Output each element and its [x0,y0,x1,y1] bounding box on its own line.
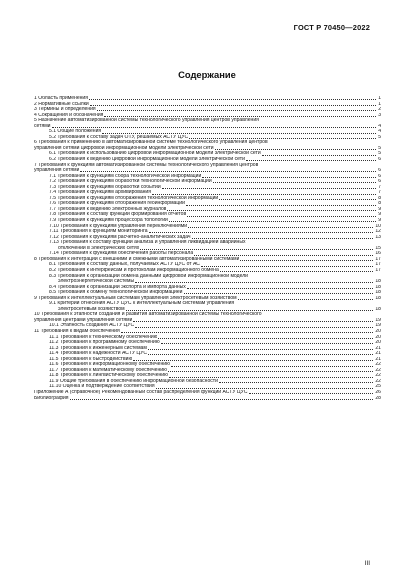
toc-dot-leader [158,337,373,339]
toc-entry-text: 7.1 Требования к функциям сбора технологической информации [49,173,202,179]
toc-page-number: 21 [375,345,381,351]
toc-dot-leader [187,215,376,217]
toc-entry-text: 8.4 Требования к организации экспорта и импорта данных [49,284,186,290]
toc-entry-text: 8 Требования к интеграции с внешними и смежными автоматизированными системами [34,256,240,262]
toc-page-number: 17 [375,267,381,273]
toc-entry-text: 5.2 Требования к составу задач ОТУ, решаемых АСТУ ЦУС [49,134,189,140]
toc-entry-text: 7.9 Требования к функциям процессора топологии [49,218,168,224]
toc-page-number: 8 [378,201,381,207]
toc-page-number: 1 [378,101,381,107]
toc-page-number: 17 [375,262,381,268]
toc-page-number: 20 [375,334,381,340]
toc-entry-text: 11.7 Требования к математическому обеспечению [49,367,167,373]
toc-entry-text: 3 Термины и определения [34,107,96,113]
toc-dot-leader [90,104,376,106]
page-number: III [364,560,370,567]
toc-page-number: 19 [375,317,381,323]
toc-entry-text: 11 Требования к видам обеспечения [34,328,120,334]
toc-entry-text: 6.1 Требования к использованию цифровой информационной модели электрической сети [49,151,261,157]
toc-page-number: 18 [375,306,381,312]
toc-entry-text: 7.8 Требования к составу функций формирования отчетов [49,212,187,218]
toc-dot-leader [246,159,376,161]
toc-entry-text: 10.1 Этапность создания АСТУ ЦУС [49,323,135,329]
toc-entry[interactable] [34,163,381,174]
toc-entry-text: 11.8 Требования к лингвистическому обеспечению [49,373,168,379]
toc-entry-text-continued: электроэнергетической системы [58,279,135,285]
toc-dot-leader [135,281,373,283]
toc-entry-text: 8.5 Требования к обмену технологической информацией [49,290,183,296]
toc-dot-leader [126,309,374,311]
toc-page-number: 7 [378,184,381,190]
toc-entry-text: Приложение А (справочное) Рекомендованный состав распределения функций АСТУ ЦУС [34,389,248,395]
toc-dot-leader [133,320,373,322]
toc-entry-text: 8.3 Требования к организации обмена данными цифровой информационной модели [49,273,248,279]
toc-page-number: 20 [375,328,381,334]
toc-page-number: 25 [375,384,381,390]
toc-page-number: 5 [378,151,381,157]
toc-entry-text: 9 Требования к интеллектуальным системам управления электросетевым хозяйством [34,295,237,301]
toc-page-number: 20 [375,340,381,346]
toc-entry[interactable] [34,301,381,312]
toc-entry-text: 7 Требования к функциям автоматизированной системы технологического управления центров [34,162,259,168]
toc-dot-leader [161,342,374,344]
toc-entry-text: 11.10 Оценка и подтверждение соответствия [49,384,155,390]
toc-page-number: 9 [378,218,381,224]
toc-entry-text: 7.7 Требования к ведению электронных журналов [49,206,167,212]
toc-dot-leader [104,115,376,117]
toc-dot-leader [102,132,376,134]
toc-page-number: 9 [378,206,381,212]
toc-dot-leader [133,359,373,361]
toc-dot-leader [219,198,376,200]
toc-dot-leader [89,98,376,100]
toc-dot-leader [186,204,376,206]
toc-dot-leader [52,126,377,128]
toc-dot-leader [80,170,376,172]
toc-entry-text-continued: электросетевым хозяйством [58,306,125,312]
toc-entry-text: 11.5 Требования к быстродействию [49,356,133,362]
toc-dot-leader [168,370,374,372]
toc-entry-text: 11.4 Требования к надежности АСТУ ЦУС [49,351,148,357]
toc-dot-leader [152,193,376,195]
toc-entry-text-continued: управления центрами управления сетями [34,317,133,323]
toc-entry-text-continued: отключений в электрических сетях [58,245,140,251]
toc-entry-text: 5 Назначение автоматизированной системы технологического управления центров управления [34,118,259,124]
toc-entry-text: 7.14 Требования к функциям обеспечения работы персонала [49,251,194,257]
toc-page-number: 2 [378,107,381,113]
toc-entry-text: 11.6 Требования к информационному обеспечению [49,362,170,368]
toc-entry-text: 9.1 Критерии отнесения АСТУ ЦУС к интеллектуальным системам управления [49,301,235,307]
toc-entry[interactable] [34,312,381,323]
toc-entry-text: 10 Требования к этапности создания и развития автоматизированной системы технологического [34,312,262,318]
toc-dot-leader [184,292,374,294]
toc-title: Содержание [178,69,236,80]
toc-dot-leader [215,148,377,150]
toc-entry-text: 4 Сокращения и обозначения [34,112,104,118]
toc-dot-leader [162,187,377,189]
toc-page-number: 6 [378,173,381,179]
toc-page-number: 10 [375,223,381,229]
toc-entry-text: 8.2 Требования к интерфейсам и протоколам информационного обмена [49,267,219,273]
toc-entry[interactable] [34,118,381,129]
toc-page-number: 6 [378,179,381,185]
toc-page-number: 6 [378,168,381,174]
toc-dot-leader [249,392,374,394]
toc-entry-text: 8.1 Требования к составу данных, получаемых АСТУ ЦУС от АС [49,262,200,268]
toc-page-number: 4 [378,129,381,135]
toc-dot-leader [194,254,373,256]
toc-page-number: 15 [375,245,381,251]
toc-page-number: 5 [378,134,381,140]
toc-page-number: 19 [375,323,381,329]
toc-page-number: 21 [375,356,381,362]
toc-entry-text: Библиография [34,395,69,401]
toc-dot-leader [189,137,376,139]
table-of-contents [34,96,381,401]
toc-entry-text-continued: управления сетями [34,168,80,174]
toc-entry-text: 5.1 Общие положения [49,129,102,135]
toc-dot-leader [97,109,377,111]
toc-entry[interactable] [34,274,381,285]
toc-page-number: 22 [375,373,381,379]
toc-entry[interactable] [34,240,381,251]
toc-dot-leader [240,259,373,261]
toc-dot-leader [220,270,374,272]
toc-entry-text: 7.10 Требования к функциям управления переключениями [49,223,188,229]
toc-page-number: 5 [378,145,381,151]
toc-dot-leader [171,365,374,367]
toc-page-number: 17 [375,256,381,262]
toc-page-number: 22 [375,362,381,368]
toc-dot-leader [188,226,373,228]
toc-dot-leader [169,376,373,378]
toc-page-number: 18 [375,295,381,301]
toc-dot-leader [140,248,373,250]
toc-entry-text: 11.9 Общие требования в обеспечению информационной безопасности [49,378,218,384]
toc-entry[interactable] [34,140,381,151]
toc-dot-leader [201,265,373,267]
toc-page-number: 6 [378,157,381,163]
toc-dot-leader [169,220,376,222]
toc-dot-leader [167,209,376,211]
toc-entry-text: 2 Нормативные ссылки [34,101,89,107]
toc-dot-leader [156,387,374,389]
toc-entry-text: 7.12 Требования к функциям расчетно-аналитических задач [49,234,191,240]
toc-page-number: 16 [375,251,381,257]
toc-page-number: 21 [375,351,381,357]
toc-entry-text: 1 Область применения [34,96,88,101]
toc-dot-leader [148,348,374,350]
toc-dot-leader [213,181,377,183]
toc-entry-text: 11.3 Требования к инженерным системам [49,345,147,351]
toc-dot-leader [121,331,374,333]
toc-page-number: 12 [375,229,381,235]
toc-entry-text: 6.2 Требования к ведению цифровой информационной модели электрической сети [49,157,245,163]
toc-entry-text: 7.2 Требования к функциям обработки технологической информации [49,179,212,185]
toc-page-number: 18 [375,279,381,285]
toc-entry-text: 7.3 Требования к функциям обработки событий [49,184,161,190]
toc-entry-text-continued: управления сетями цифровой информационной модели электрической сети [34,145,214,151]
toc-entry[interactable] [34,396,381,402]
toc-page-number: 1 [378,96,381,101]
toc-entry-text: 7.11 Требования к функциям мониторинга [49,229,148,235]
toc-page-number: 22 [375,367,381,373]
standard-code: ГОСТ Р 70450—2022 [293,23,370,32]
toc-entry-text: 7.5 Требования к функциям отображения технологической информации [49,195,219,201]
toc-entry-text: 7.6 Требования к функциям отображения геоинформации [49,201,185,207]
toc-dot-leader [149,231,374,233]
toc-entry-text: 7.4 Требования к функциям архивирования [49,190,151,196]
toc-page-number: 18 [375,290,381,296]
toc-dot-leader [219,381,373,383]
toc-dot-leader [187,287,374,289]
toc-page-number: 9 [378,212,381,218]
toc-entry-text-continued: сетями [34,123,51,129]
toc-dot-leader [192,237,374,239]
toc-entry-text: 6 Требования к применению в автоматизированной системе технологического управления центров [34,140,268,146]
toc-page-number: 13 [375,234,381,240]
toc-entry-text: 11.2 Требования к программному обеспечению [49,340,160,346]
toc-dot-leader [148,353,373,355]
toc-entry-text: 11.1 Требования к техническому обеспечению [49,334,158,340]
toc-dot-leader [70,398,374,400]
toc-dot-leader [262,154,377,156]
toc-page-number: 4 [378,123,381,129]
toc-page-number: 8 [378,195,381,201]
toc-page-number: 7 [378,190,381,196]
toc-dot-leader [202,176,376,178]
toc-entry-text: 7.13 Требования к составу функций анализа и управления ликвидацией аварийных [49,240,246,246]
toc-dot-leader [238,298,374,300]
toc-page-number: 3 [378,112,381,118]
toc-dot-leader [135,326,373,328]
toc-page-number: 28 [375,395,381,401]
toc-page-number: 26 [375,389,381,395]
toc-page-number: 22 [375,378,381,384]
toc-page-number: 18 [375,284,381,290]
